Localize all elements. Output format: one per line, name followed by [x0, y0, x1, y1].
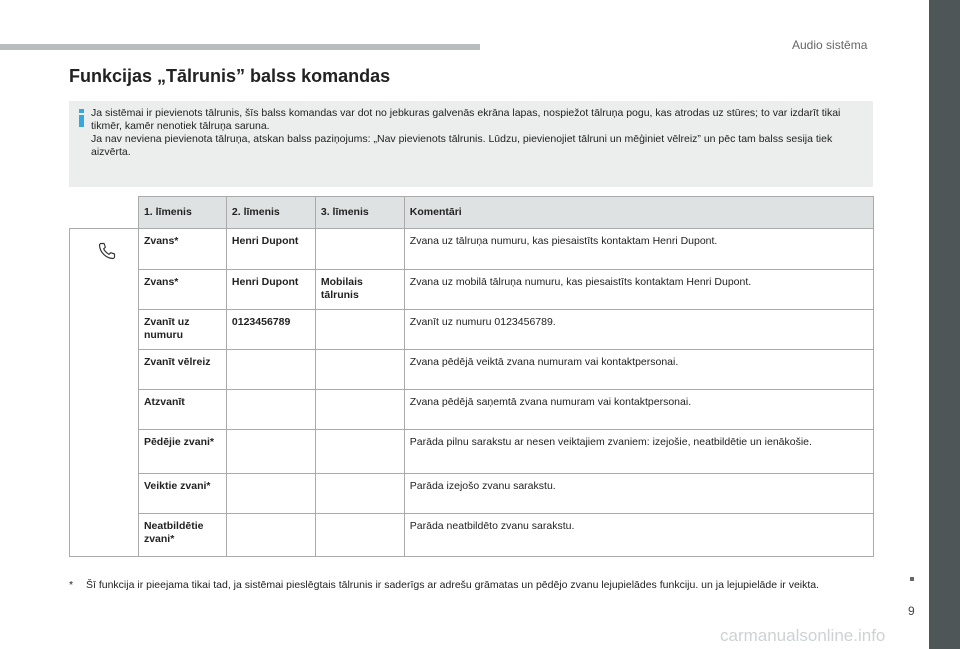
cell-level-1: Atzvanīt	[138, 390, 226, 430]
phone-icon	[97, 241, 117, 261]
top-rule	[0, 44, 480, 50]
page-title: Funkcijas „Tālrunis” balss komandas	[69, 66, 391, 86]
table-row	[70, 229, 874, 270]
table-row	[70, 474, 874, 514]
cell-level-3	[315, 514, 404, 557]
cell-level-1: Neatbildētie zvani*	[138, 514, 226, 557]
page-marker-dot	[910, 577, 914, 581]
header-icon-column	[70, 197, 139, 229]
info-line-2: Ja nav neviena pievienota tālruņa, atskan balss paziņojums: „Nav pievienots tālrunis. Lūdzu, pievienojiet tālruni un mēģiniet vēlreiz” un pēc tam balss sesija tiek aizvērta.	[91, 133, 833, 158]
header-level-1: 1. līmenis	[138, 197, 226, 229]
table-row	[70, 390, 874, 430]
cell-level-2	[226, 430, 315, 474]
cell-level-1: Zvanīt uz numuru	[138, 310, 226, 350]
table-row	[70, 514, 874, 557]
cell-level-1: Pēdējie zvani*	[138, 430, 226, 474]
info-text	[91, 107, 869, 159]
header-level-2: 2. līmenis	[226, 197, 315, 229]
info-icon	[76, 109, 88, 127]
cell-level-1: Veiktie zvani*	[138, 474, 226, 514]
page-side-bar	[929, 0, 960, 649]
watermark: carmanualsonline.info	[720, 626, 886, 645]
cell-level-2	[226, 350, 315, 390]
section-label: Audio sistēma	[792, 38, 868, 52]
cell-level-1: Zvanīt vēlreiz	[138, 350, 226, 390]
cell-comment: Zvana pēdējā saņemtā zvana numuram vai kontaktpersonai.	[404, 390, 873, 430]
table-row	[70, 350, 874, 390]
page-number: 9	[908, 604, 915, 618]
cell-level-1: Zvans*	[138, 270, 226, 310]
voice-command-table	[69, 196, 874, 557]
cell-level-3	[315, 350, 404, 390]
table-row	[70, 270, 874, 310]
cell-comment: Zvanīt uz numuru 0123456789.	[404, 310, 873, 350]
cell-level-2: Henri Dupont	[226, 229, 315, 270]
info-line-1: Ja sistēmai ir pievienots tālrunis, šīs balss komandas var dot no jebkuras galvenās ekrāna lapas, nospiežot tālruņa pogu, kas atrodas uz stūres; to var izdarīt tikai tikmēr, kamēr nenotiek tālruņa saruna.	[91, 107, 841, 132]
cell-level-3	[315, 474, 404, 514]
footnote-text: Šī funkcija ir pieejama tikai tad, ja sistēmai pieslēgtais tālrunis ir saderīgs ar adrešu grāmatas un pēdējo zvanu lejupielādes funkciju. un ja lejupielāde ir veikta.	[86, 579, 820, 591]
cell-level-2	[226, 474, 315, 514]
cell-comment: Zvana uz tālruņa numuru, kas piesaistīts kontaktam Henri Dupont.	[404, 229, 873, 270]
cell-level-3	[315, 310, 404, 350]
cell-level-2	[226, 514, 315, 557]
cell-level-1: Zvans*	[138, 229, 226, 270]
footnote	[69, 579, 859, 592]
header-level-3: 3. līmenis	[315, 197, 404, 229]
cell-level-2: 0123456789	[226, 310, 315, 350]
info-box	[69, 101, 873, 187]
cell-comment: Parāda neatbildēto zvanu sarakstu.	[404, 514, 873, 557]
cell-comment: Parāda pilnu sarakstu ar nesen veiktajiem zvaniem: izejošie, neatbildētie un ienākošie.	[404, 430, 873, 474]
table-row	[70, 310, 874, 350]
header-comments: Komentāri	[404, 197, 873, 229]
phone-icon-cell	[70, 229, 139, 557]
cell-comment: Zvana pēdējā veiktā zvana numuram vai kontaktpersonai.	[404, 350, 873, 390]
cell-level-3	[315, 390, 404, 430]
cell-comment: Parāda izejošo zvanu sarakstu.	[404, 474, 873, 514]
table-header-row	[70, 197, 874, 229]
cell-level-3: Mobilais tālrunis	[315, 270, 404, 310]
cell-level-2: Henri Dupont	[226, 270, 315, 310]
table-row	[70, 430, 874, 474]
cell-comment: Zvana uz mobilā tālruņa numuru, kas piesaistīts kontaktam Henri Dupont.	[404, 270, 873, 310]
cell-level-3	[315, 430, 404, 474]
cell-level-3	[315, 229, 404, 270]
cell-level-2	[226, 390, 315, 430]
footnote-marker: *	[69, 579, 74, 591]
